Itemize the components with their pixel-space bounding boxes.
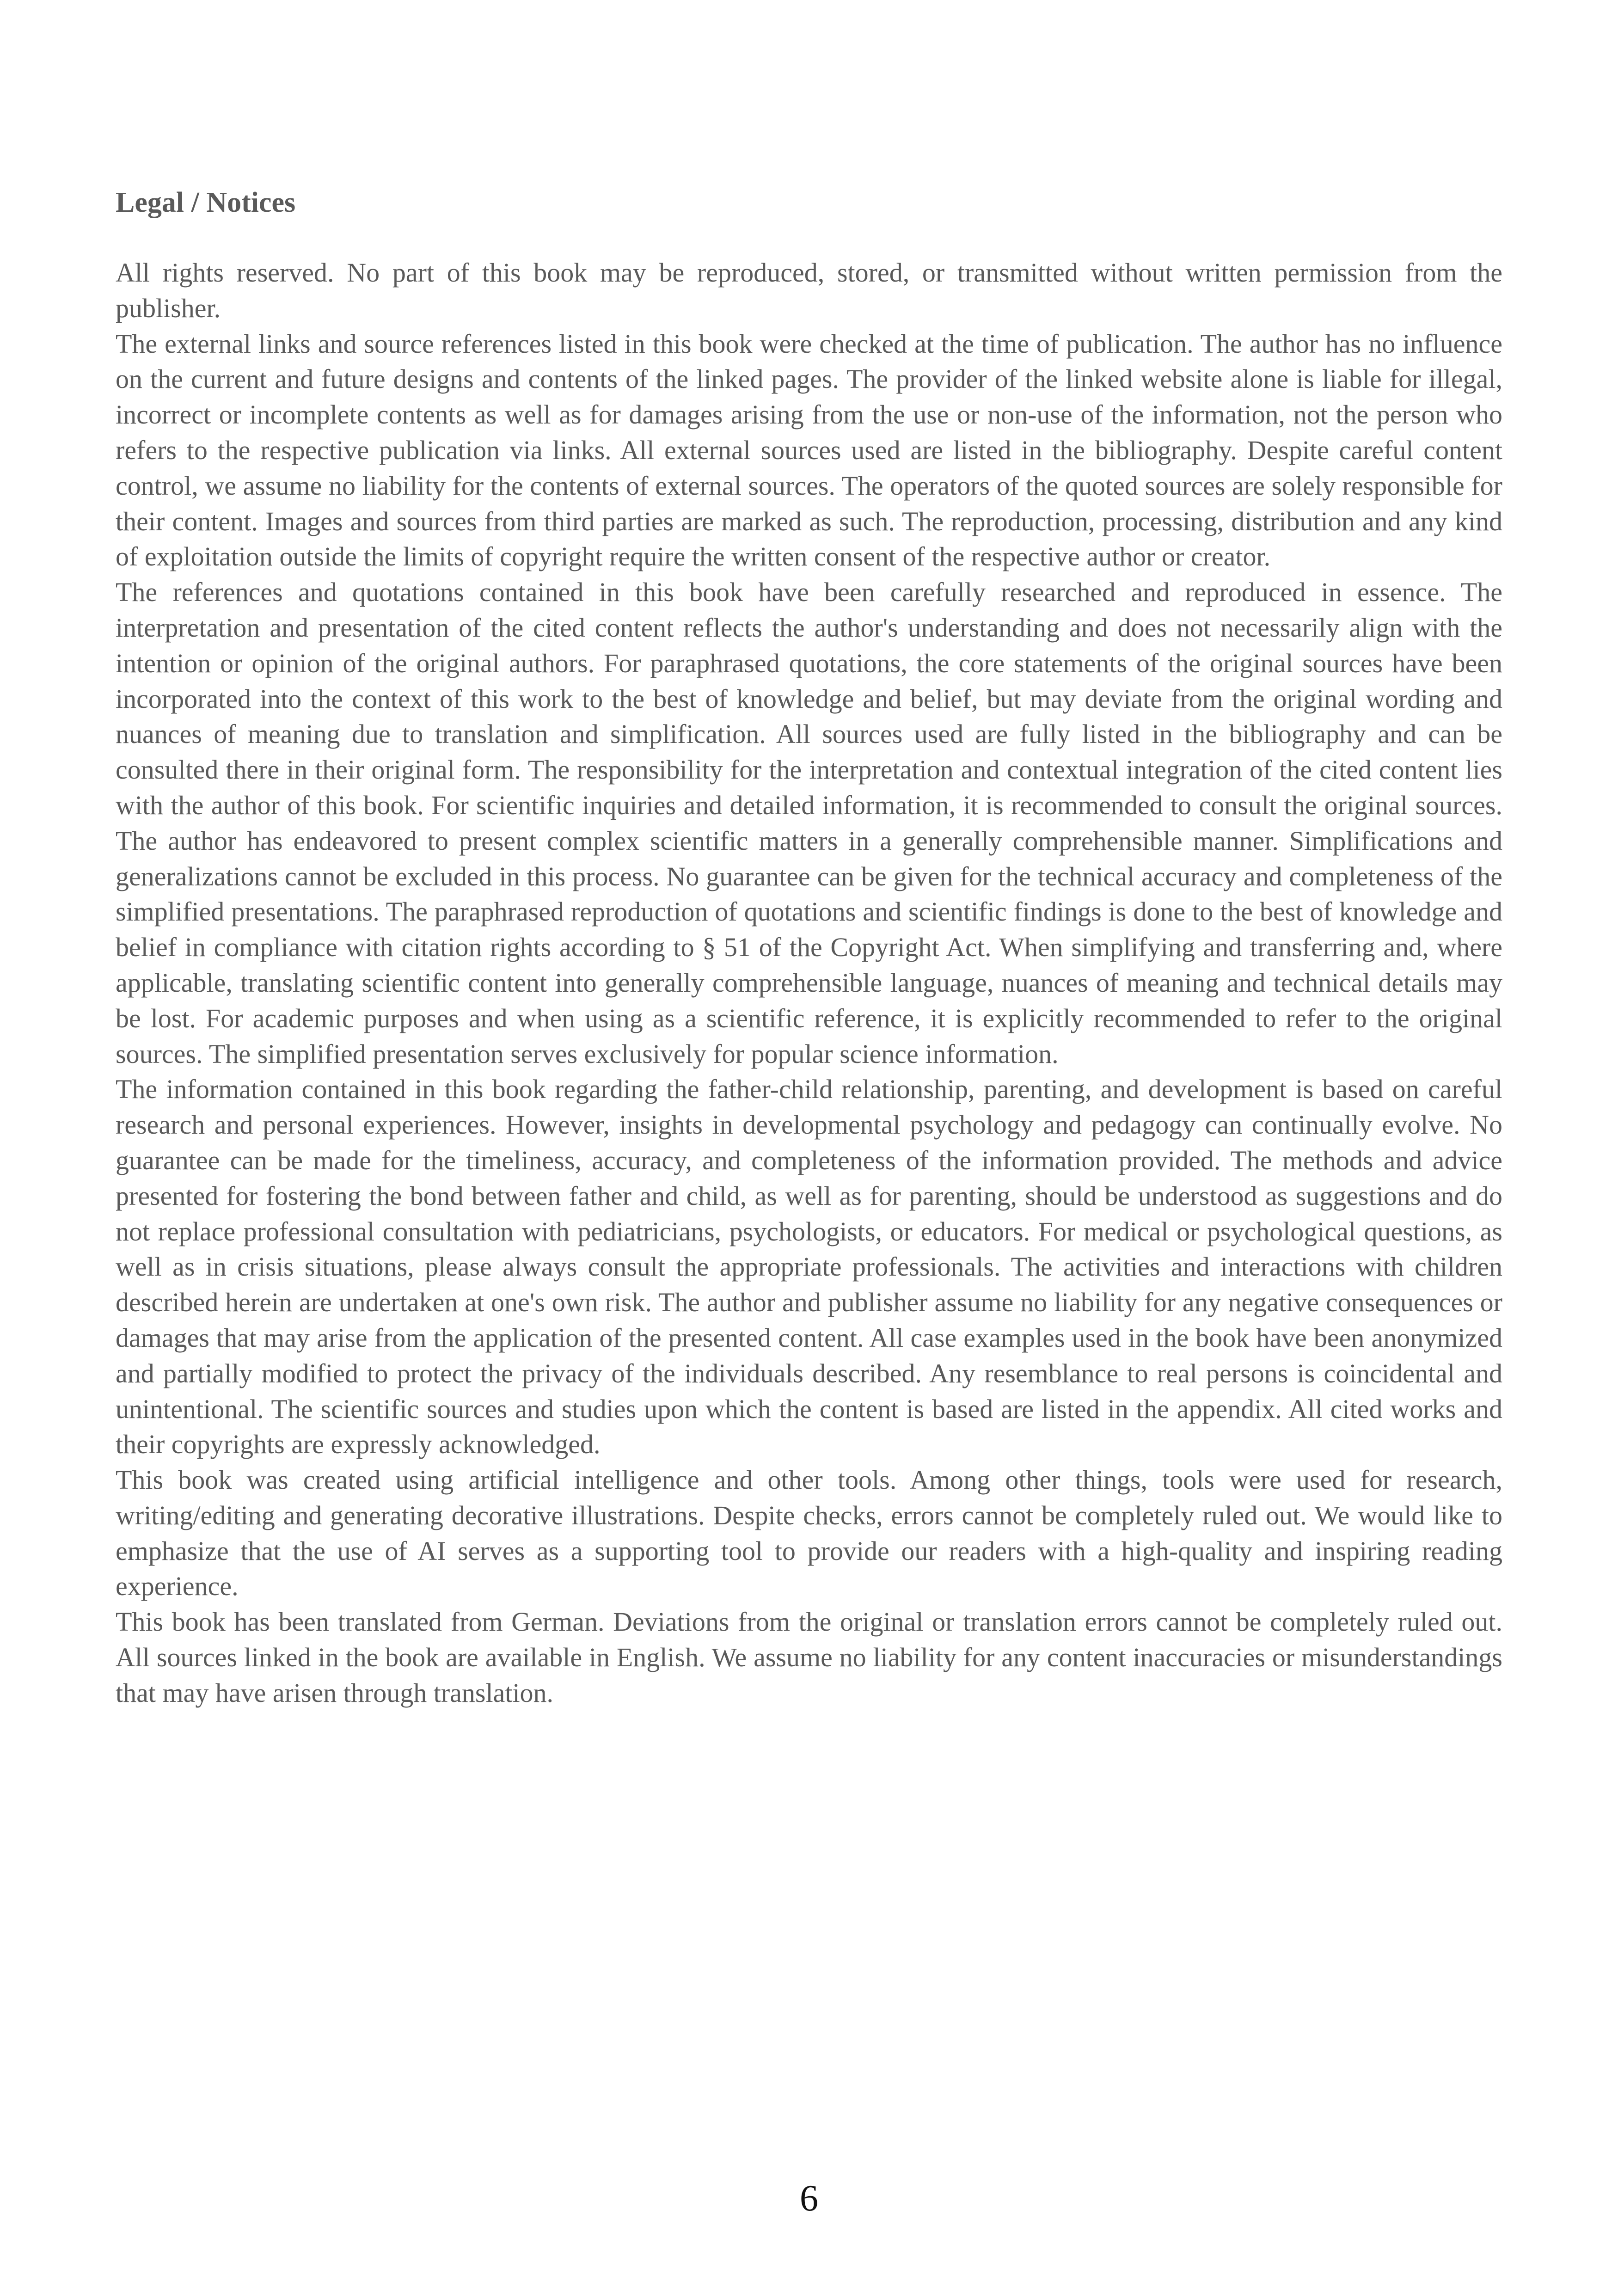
paragraph-external-links: The external links and source references listed in this book were checked at the time of publication. The author has no influence on the current and future designs and contents of the linked pages. The provider of the linked website alone is liable for illegal, incorrect or incomplete contents as well as for damages arising from the use or non-use of the information, not the person who refers to the respective publication via links. All external sources used are listed in the bibliography. Despite careful content control, we assume no liability for the contents of external sources. The operators of the quoted sources are solely responsible for their content. Images and sources from third parties are marked as such. The reproduction, processing, distribution and any kind of exploitation outside the limits of copyright require the written consent of the respective author or creator.	[116, 328, 1502, 572]
paragraph-references: The references and quotations contained in this book have been carefully researched and reproduced in essence. The interpretation and presentation of the cited content reflects the author's understanding and does not necessarily align with the intention or opinion of the original authors. For paraphrased quotations, the core statements of the original sources have been incorporated into the context of this work to the best of knowledge and belief, but may deviate from the original wording and nuances of meaning due to translation and simplification. All sources used are fully listed in the bibliography and can be consulted there in their original form. The responsibility for the interpretation and contextual integration of the cited content lies with the author of this book. For scientific inquiries and detailed information, it is recommended to consult the original sources. The author has endeavored to present complex scientific matters in a generally comprehensible manner. Simplifications and generalizations cannot be excluded in this process. No guarantee can be given for the technical accuracy and completeness of the simplified presentations. The paraphrased reproduction of quotations and scientific findings is done to the best of knowledge and belief in compliance with citation rights according to § 51 of the Copyright Act. When simplifying and transferring and, where applicable, translating scientific content into generally comprehensible language, nuances of meaning and technical details may be lost. For academic purposes and when using as a scientific reference, it is explicitly recommended to refer to the original sources. The simplified presentation serves exclusively for popular science information.	[116, 577, 1502, 1069]
paragraph-parenting-info: The information contained in this book regarding the father-child relationship, parenting, and development is based on careful research and personal experiences. However, insights in developmental psychology and pedagogy can continually evolve. No guarantee can be made for the timeliness, accuracy, and completeness of the information provided. The methods and advice presented for fostering the bond between father and child, as well as for parenting, should be understood as suggestions and do not replace professional consultation with pediatricians, psychologists, or educators. For medical or psychological questions, as well as in crisis situations, please always consult the appropriate professionals. The activities and interactions with children described herein are undertaken at one's own risk. The author and publisher assume no liability for any negative consequences or damages that may arise from the application of the presented content. All case examples used in the book have been anonymized and partially modified to protect the privacy of the individuals described. Any resemblance to real persons is coincidental and unintentional. The scientific sources and studies upon which the content is based are listed in the appendix. All cited works and their copyrights are expressly acknowledged.	[116, 1074, 1502, 1460]
page-content	[116, 185, 1502, 1711]
page-number: 6	[800, 2178, 818, 2219]
paragraph-ai-tools: This book was created using artificial intelligence and other tools. Among other things, tools were used for research, writing/editing and generating decorative illustrations. Despite checks, errors cannot be completely ruled out. We would like to emphasize that the use of AI serves as a supporting tool to provide our readers with a high-quality and inspiring reading experience.	[116, 1465, 1502, 1602]
section-heading: Legal / Notices	[116, 187, 296, 218]
paragraph-translation: This book has been translated from German. Deviations from the original or translation errors cannot be completely ruled out. All sources linked in the book are available in English. We assume no liability for any content inaccuracies or misunderstandings that may have arisen through translation.	[116, 1607, 1502, 1708]
paragraph-rights: All rights reserved. No part of this book may be reproduced, stored, or transmitted without written permission from the publisher.	[116, 258, 1502, 323]
